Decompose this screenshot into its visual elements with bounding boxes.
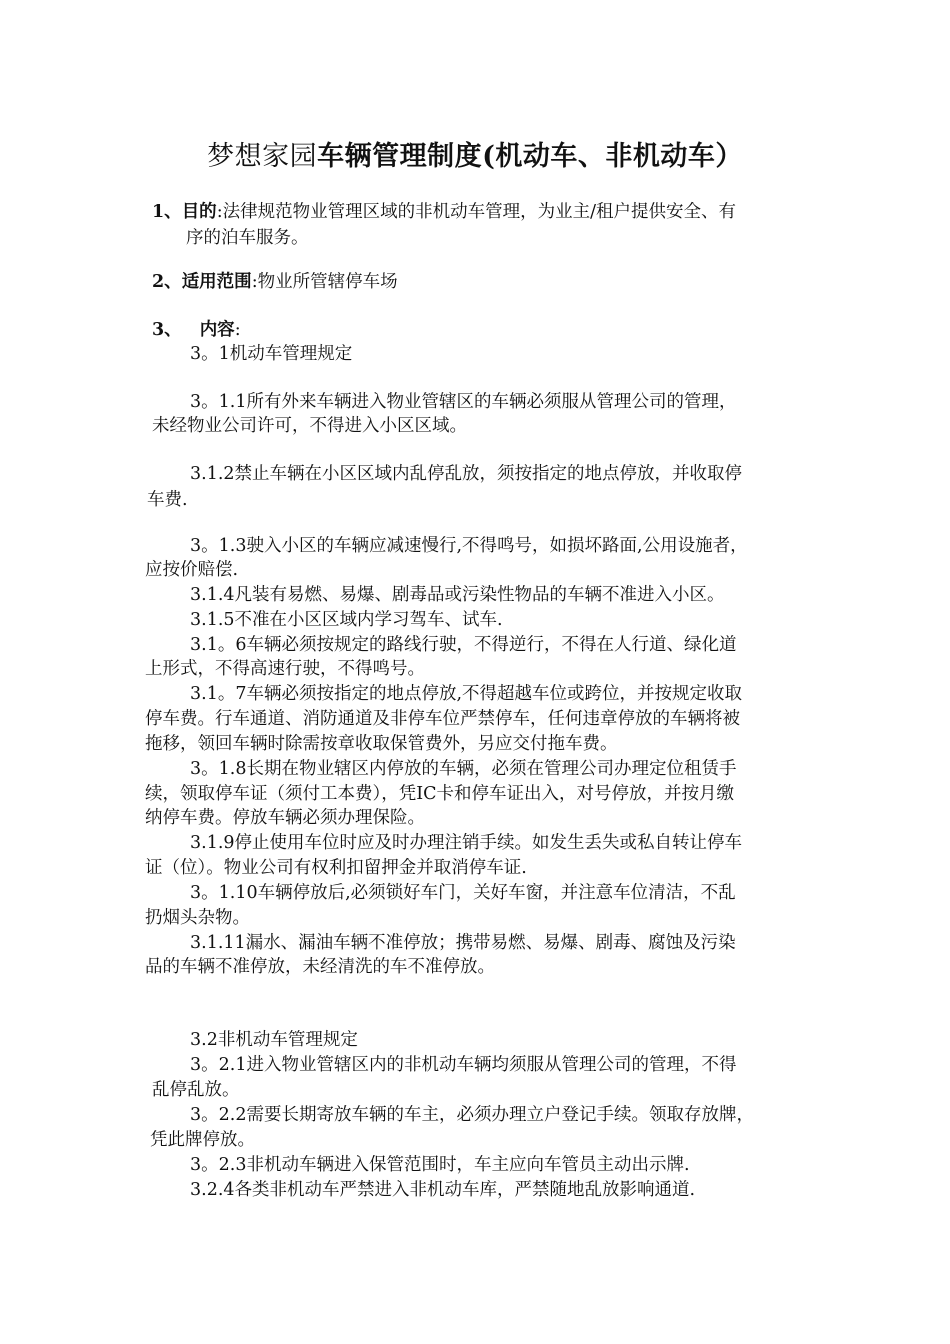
paragraph-3-1-2: 3.1.2禁止车辆在小区区域内乱停乱放，须按指定的地点停放，并收取停 — [190, 464, 743, 484]
paragraph-3-1-7-cont-2: 拖移，领回车辆时除需按章收取保管费外，另应交付拖车费。 — [145, 734, 618, 754]
section-3 — [152, 318, 241, 342]
section-3-colon: : — [234, 320, 241, 340]
paragraph-3-1-9-cont: 证（位）。物业公司有权利扣留押金并取消停车证. — [145, 858, 527, 878]
subsection-3-2-heading: 3.2非机动车管理规定 — [190, 1030, 358, 1050]
paragraph-3-2-2-cont: 凭此牌停放。 — [150, 1130, 255, 1150]
paragraph-3-2-3: 3。2.3非机动车辆进入保管范围时，车主应向车管员主动出示牌. — [190, 1155, 690, 1175]
paragraph-3-2-2: 3。2.2需要长期寄放车辆的车主，必须办理立户登记手续。领取存放牌， — [190, 1105, 754, 1125]
paragraph-3-1-11: 3.1.11漏水、漏油车辆不准停放；携带易燃、易爆、剧毒、腐蚀及污染 — [190, 933, 736, 953]
title-plain: 梦想家园 — [207, 141, 318, 172]
subsection-3-1-heading: 3。1机动车管理规定 — [190, 344, 353, 364]
section-2 — [152, 270, 398, 294]
paragraph-3-1-4: 3.1.4凡装有易燃、易爆、剧毒品或污染性物品的车辆不准进入小区。 — [190, 585, 725, 605]
title-bold: 车辆管理制度(机动车、非机动车） — [317, 141, 743, 172]
paragraph-3-2-1: 3。2.1进入物业管辖区内的非机动车辆均须服从管理公司的管理，不得 — [190, 1055, 737, 1075]
paragraph-3-1-8: 3。1.8长期在物业辖区内停放的车辆，必须在管理公司办理定位租赁手 — [190, 759, 737, 779]
paragraph-3-1-8-cont-2: 纳停车费。停放车辆必须办理保险。 — [145, 808, 425, 828]
paragraph-3-1-6: 3.1。6车辆必须按规定的路线行驶，不得逆行，不得在人行道、绿化道 — [190, 635, 737, 655]
paragraph-3-1-2-cont: 车费. — [147, 490, 188, 510]
paragraph-3-1-10-cont: 扔烟头杂物。 — [145, 908, 250, 928]
paragraph-3-1-9: 3.1.9停止使用车位时应及时办理注销手续。如发生丢失或私自转让停车 — [190, 833, 743, 853]
section-1 — [152, 200, 736, 224]
paragraph-3-1-11-cont: 品的车辆不准停放，未经清洗的车不准停放。 — [145, 957, 495, 977]
document-title — [0, 134, 950, 173]
paragraph-3-1-8-cont-1: 续，领取停车证（须付工本费），凭IC卡和停车证出入，对号停放，并按月缴 — [145, 784, 735, 804]
paragraph-3-1-7-cont-1: 停车费。行车通道、消防通道及非停车位严禁停车，任何违章停放的车辆将被 — [145, 709, 740, 729]
paragraph-3-1-5: 3.1.5不准在小区区域内学习驾车、试车. — [190, 610, 503, 630]
paragraph-3-2-1-cont: 乱停乱放。 — [152, 1080, 240, 1100]
section-2-text: :物业所管辖停车场 — [251, 272, 398, 292]
section-1-text: :法律规范物业管理区域的非机动车管理，为业主/租户提供安全、有 — [216, 202, 736, 222]
section-2-label: 适用范围 — [181, 272, 252, 292]
paragraph-3-1-1-cont: 未经物业公司许可，不得进入小区区域。 — [152, 416, 467, 436]
paragraph-3-1-3-cont: 应按价赔偿. — [145, 560, 239, 580]
paragraph-3-1-6-cont: 上形式，不得高速行驶，不得鸣号。 — [145, 659, 425, 679]
paragraph-3-2-4: 3.2.4各类非机动车严禁进入非机动车库，严禁随地乱放影响通道. — [190, 1180, 696, 1200]
paragraph-3-1-10: 3。1.10车辆停放后,必须锁好车门，关好车窗，并注意车位清洁，不乱 — [190, 883, 736, 903]
section-3-number: 3、 — [152, 320, 182, 340]
section-1-number: 1、 — [152, 202, 182, 222]
section-1-text-continued: 序的泊车服务。 — [186, 228, 309, 248]
paragraph-3-1-1: 3。1.1所有外来车辆进入物业管辖区的车辆必须服从管理公司的管理， — [190, 392, 737, 412]
section-1-label: 目的 — [181, 202, 217, 222]
paragraph-3-1-3: 3。1.3驶入小区的车辆应减速慢行,不得鸣号，如损坏路面,公用设施者， — [190, 536, 748, 556]
section-2-number: 2、 — [152, 272, 182, 292]
section-3-label: 内容 — [199, 320, 235, 340]
paragraph-3-1-7: 3.1。7车辆必须按指定的地点停放,不得超越车位或跨位，并按规定收取 — [190, 684, 743, 704]
